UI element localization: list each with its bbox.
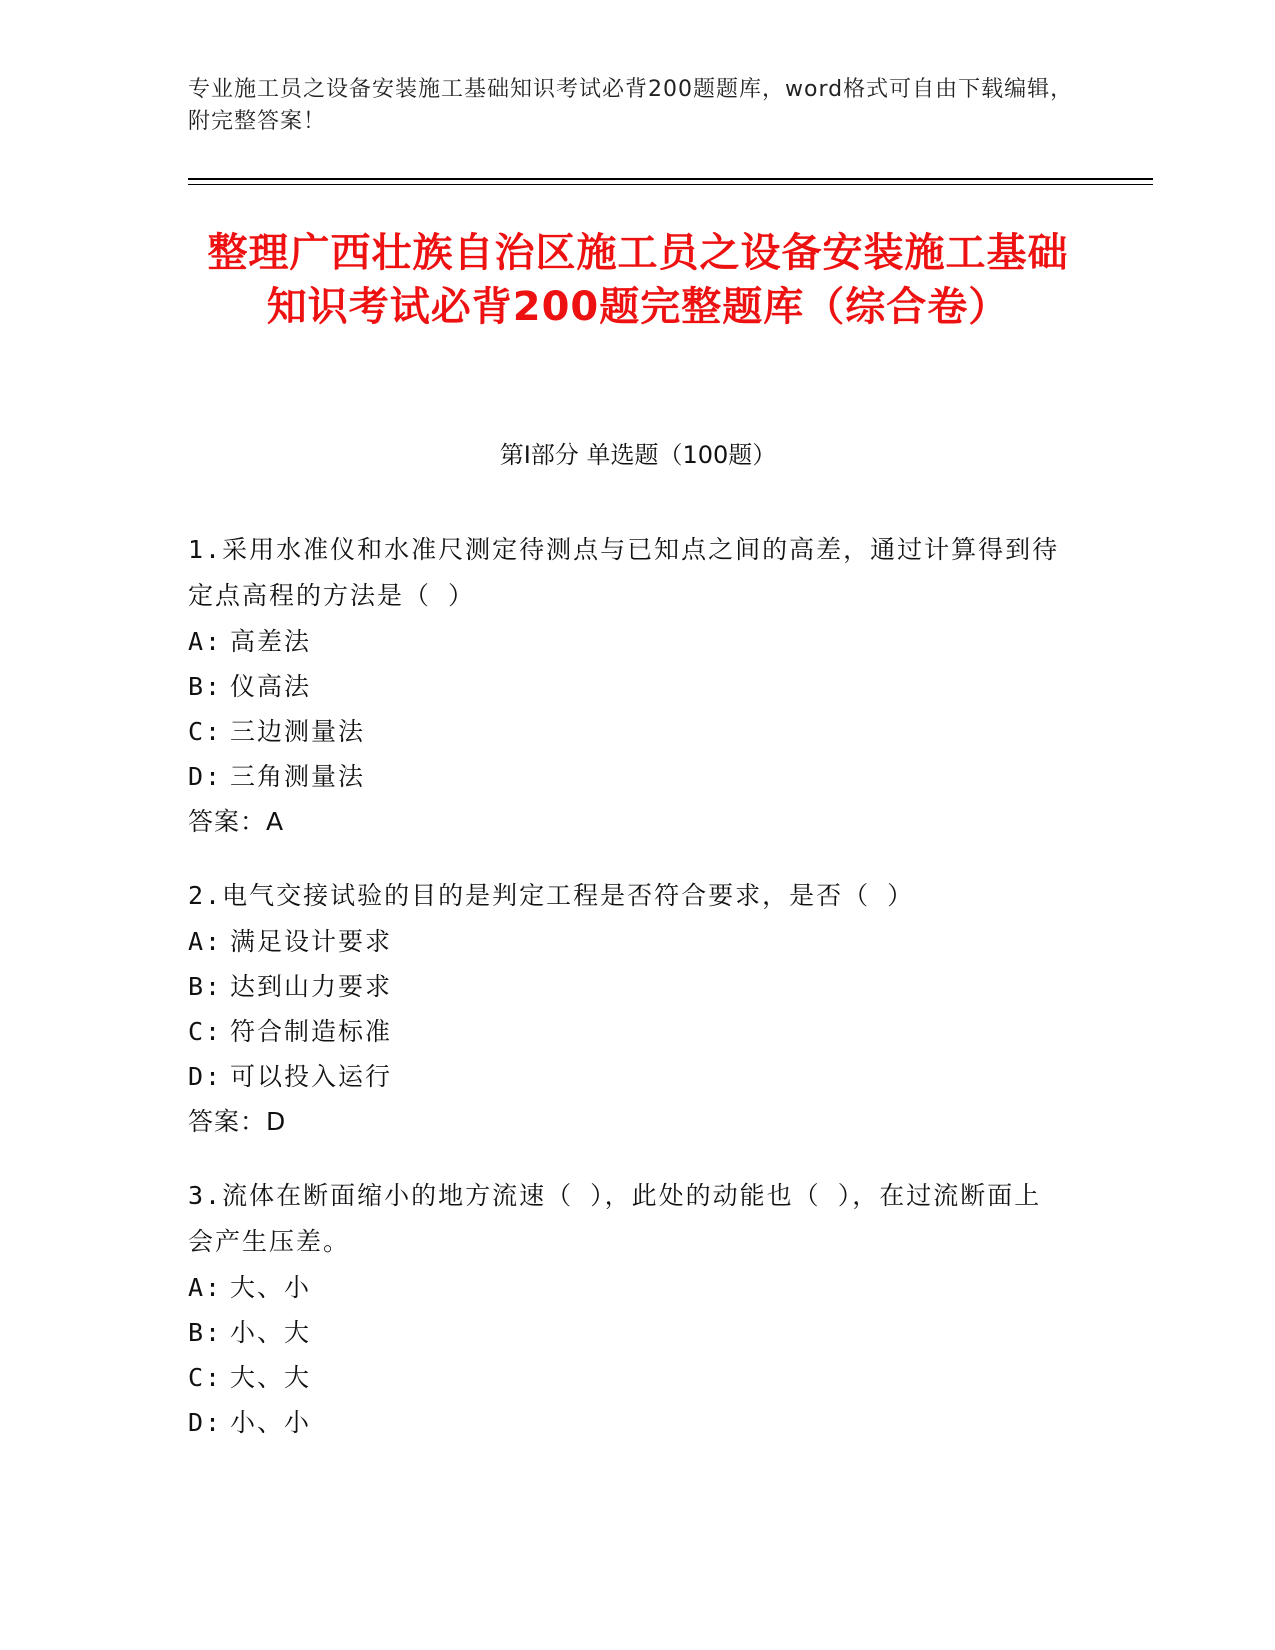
option-c xyxy=(188,709,1068,754)
option-key: A: xyxy=(188,1273,223,1302)
question-stem: 1.采用水准仪和水准尺测定待测点与已知点之间的高差，通过计算得到待定点高程的方法是（ ） xyxy=(188,535,1060,610)
option-b xyxy=(188,1310,1068,1355)
option-text: 高差法 xyxy=(230,627,312,656)
option-b xyxy=(188,664,1068,709)
option-text: 三边测量法 xyxy=(230,717,366,746)
option-c xyxy=(188,1355,1068,1400)
question-stem: 3.流体在断面缩小的地方流速（ ），此处的动能也（ ），在过流断面上会产生压差。 xyxy=(188,1181,1042,1256)
option-key: B: xyxy=(188,972,223,1001)
option-text: 小、大 xyxy=(230,1318,312,1347)
option-key: D: xyxy=(188,762,223,791)
section-heading: 第I部分 单选题（100题） xyxy=(499,441,777,469)
option-a xyxy=(188,1265,1068,1310)
option-key: C: xyxy=(188,717,223,746)
option-key: A: xyxy=(188,927,223,956)
option-key: B: xyxy=(188,672,223,701)
answer-line: 答案：D xyxy=(188,1107,287,1136)
option-key: D: xyxy=(188,1062,223,1091)
option-key: C: xyxy=(188,1017,223,1046)
option-text: 大、大 xyxy=(230,1363,312,1392)
option-text: 大、小 xyxy=(230,1273,312,1302)
option-key: C: xyxy=(188,1363,223,1392)
question-2 xyxy=(188,873,1068,1145)
document-title: 整理广西壮族自治区施工员之设备安装施工基础知识考试必背200题完整题库（综合卷） xyxy=(207,230,1069,330)
option-key: D: xyxy=(188,1408,223,1437)
answer-line: 答案：A xyxy=(188,807,285,836)
option-key: A: xyxy=(188,627,223,656)
option-d xyxy=(188,754,1068,799)
option-text: 可以投入运行 xyxy=(230,1062,393,1091)
option-d xyxy=(188,1400,1068,1445)
option-b xyxy=(188,964,1068,1009)
option-c xyxy=(188,1009,1068,1054)
option-key: B: xyxy=(188,1318,223,1347)
option-text: 达到山力要求 xyxy=(230,972,393,1001)
question-1 xyxy=(188,527,1068,845)
option-a xyxy=(188,919,1068,964)
question-stem: 2.电气交接试验的目的是判定工程是否符合要求，是否（ ） xyxy=(188,881,915,910)
header-divider-thin xyxy=(188,184,1153,185)
option-text: 小、小 xyxy=(230,1408,312,1437)
option-a xyxy=(188,619,1068,664)
question-list xyxy=(188,527,1068,1473)
question-3 xyxy=(188,1173,1068,1445)
option-text: 三角测量法 xyxy=(230,762,366,791)
option-text: 满足设计要求 xyxy=(230,927,393,956)
option-d xyxy=(188,1054,1068,1099)
header-divider-thick xyxy=(188,178,1153,180)
option-text: 符合制造标准 xyxy=(230,1017,393,1046)
option-text: 仪高法 xyxy=(230,672,312,701)
header-note: 专业施工员之设备安装施工基础知识考试必背200题题库，word格式可自由下载编辑，附完整答案！ xyxy=(188,77,1074,134)
